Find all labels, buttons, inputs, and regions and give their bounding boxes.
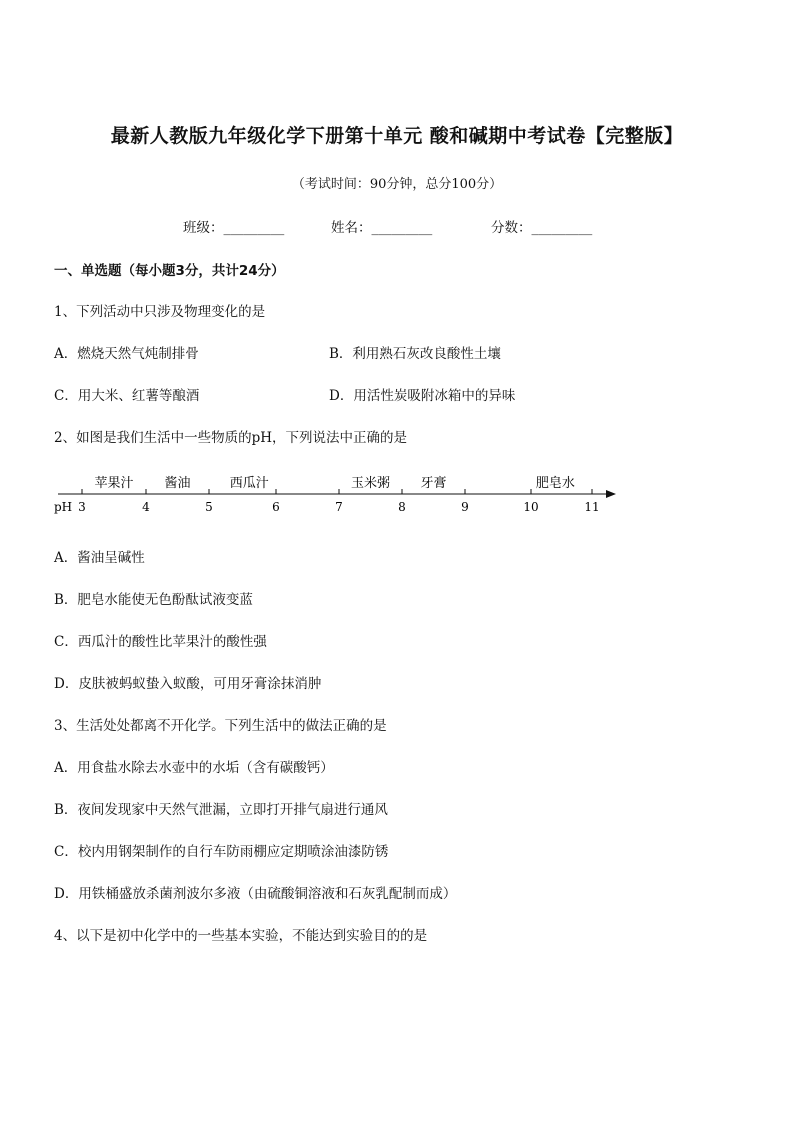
ph-tick-label: 3	[78, 500, 86, 514]
score-field-label: 分数：_________	[491, 220, 593, 236]
ph-substance-label: 酱油	[164, 476, 191, 491]
ph-tick-label: 7	[335, 500, 343, 514]
q3-stem: 3、生活处处都离不开化学。下列生活中的做法正确的是	[54, 718, 387, 734]
ph-substance-label: 肥皂水	[535, 476, 575, 491]
q1-option-a: A．燃烧天然气炖制排骨	[54, 346, 199, 362]
q3-option-c: C．校内用钢架制作的自行车防雨棚应定期喷涂油漆防锈	[54, 844, 389, 860]
q2-option-c: C．西瓜汁的酸性比苹果汁的酸性强	[54, 634, 267, 650]
ph-tick-label: 11	[584, 500, 600, 514]
q2-stem: 2、如图是我们生活中一些物质的pH，下列说法中正确的是	[54, 430, 408, 446]
q3-option-b: B．夜间发现家中天然气泄漏，立即打开排气扇进行通风	[54, 802, 388, 818]
q1-option-b: B．利用熟石灰改良酸性土壤	[329, 346, 501, 362]
q3-option-d: D．用铁桶盛放杀菌剂波尔多液（由硫酸铜溶液和石灰乳配制而成）	[54, 886, 457, 902]
ph-tick-label: 8	[398, 500, 406, 514]
q3-option-a: A．用食盐水除去水壶中的水垢（含有碳酸钙）	[54, 760, 334, 776]
ph-axis-arrow-icon	[606, 490, 616, 498]
ph-tick-label: 9	[461, 500, 469, 514]
exam-subtitle: （考试时间：90分钟，总分100分）	[291, 177, 503, 192]
ph-substances	[94, 475, 574, 491]
ph-tick-label: 5	[205, 500, 213, 514]
q2-option-a: A．酱油呈碱性	[54, 550, 145, 566]
q1-option-c: C．用大米、红薯等酿酒	[54, 388, 200, 404]
q1-stem: 1、下列活动中只涉及物理变化的是	[54, 304, 266, 320]
ph-scale-diagram	[0, 465, 794, 525]
section-title: 一、单选题（每小题3分，共计24分）	[54, 263, 285, 279]
q2-option-b: B．肥皂水能使无色酚酞试液变蓝	[54, 592, 253, 608]
name-field-label: 姓名：_________	[331, 220, 433, 236]
ph-substance-label: 牙膏	[420, 476, 447, 491]
ph-tick-label: 6	[272, 500, 280, 514]
class-field-label: 班级：_________	[183, 220, 285, 236]
exam-title: 最新人教版九年级化学下册第十单元 酸和碱期中考试卷【完整版】	[110, 125, 684, 147]
ph-tick-label: 10	[523, 500, 539, 514]
ph-ticks	[78, 489, 599, 514]
ph-substance-label: 苹果汁	[94, 476, 134, 491]
q4-stem: 4、以下是初中化学中的一些基本实验，不能达到实验目的的是	[54, 928, 428, 944]
ph-axis-label: pH	[54, 500, 73, 514]
q1-option-d: D．用活性炭吸附冰箱中的异味	[329, 388, 516, 404]
q2-option-d: D．皮肤被蚂蚁蛰入蚁酸，可用牙膏涂抹消肿	[54, 676, 322, 692]
ph-tick-label: 4	[142, 500, 150, 514]
ph-substance-label: 西瓜汁	[229, 476, 269, 491]
ph-substance-label: 玉米粥	[350, 476, 391, 491]
